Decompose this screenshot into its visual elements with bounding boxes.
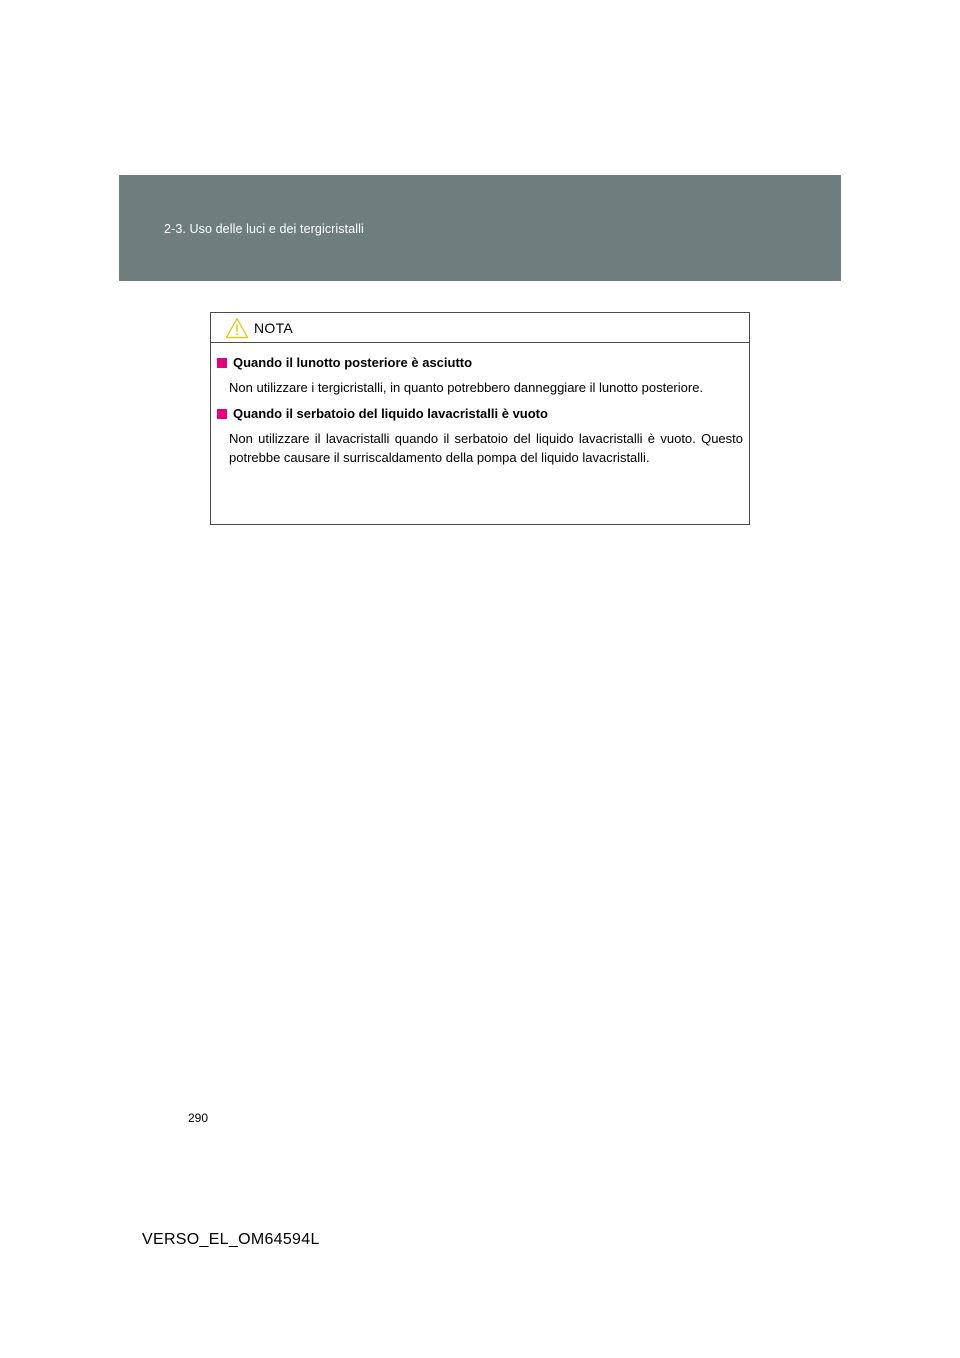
note-item-text: Non utilizzare i tergicristalli, in quanto potrebbero danneggiare il lunotto posteriore. bbox=[229, 380, 704, 395]
note-title: NOTA bbox=[254, 320, 294, 336]
section-title: 2-3. Uso delle luci e dei tergicristalli bbox=[164, 222, 364, 236]
bullet-square-icon bbox=[217, 409, 227, 419]
note-item bbox=[217, 405, 743, 467]
note-body bbox=[211, 343, 749, 467]
note-item-heading: Quando il lunotto posteriore è asciutto bbox=[233, 355, 473, 370]
section-header-band bbox=[119, 175, 841, 281]
note-box bbox=[210, 312, 750, 525]
warning-triangle-icon bbox=[225, 317, 249, 339]
note-item-heading: Quando il serbatoio del liquido lavacristalli è vuoto bbox=[233, 406, 548, 421]
note-item-text: Non utilizzare il lavacristalli quando il serbatoio del liquido lavacristalli è vuoto. Questo potrebbe causare il surriscaldamento della pompa del liquido lavacristalli. bbox=[229, 431, 743, 465]
note-header bbox=[211, 313, 749, 343]
bullet-square-icon bbox=[217, 358, 227, 368]
note-item bbox=[217, 354, 743, 397]
page-number: 290 bbox=[188, 1111, 209, 1125]
document-code: VERSO_EL_OM64594L bbox=[142, 1231, 320, 1248]
